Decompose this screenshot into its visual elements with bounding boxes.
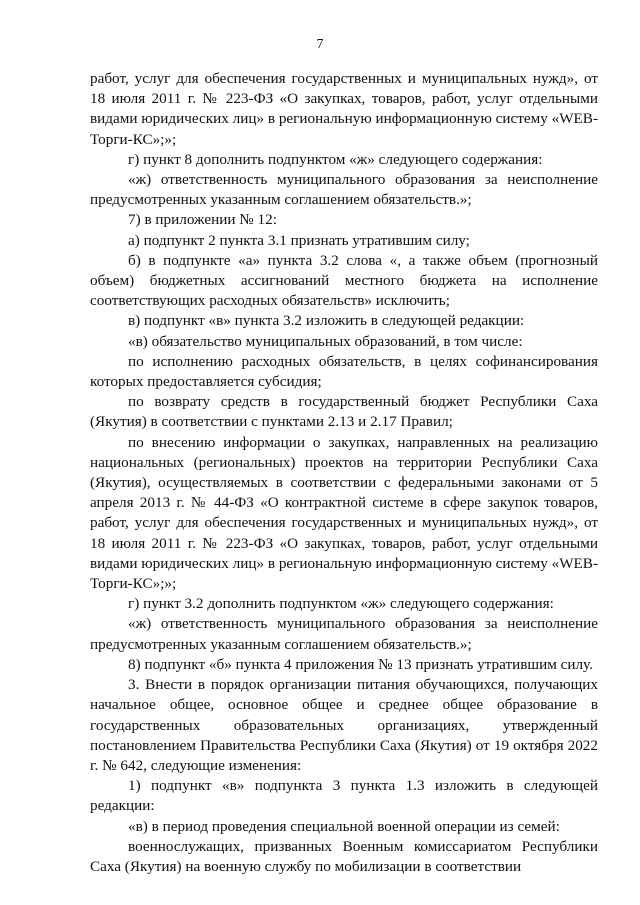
paragraph: 7) в приложении № 12: xyxy=(128,211,277,229)
paragraph: «в) обязательство муниципальных образований, в том числе: xyxy=(128,332,523,350)
paragraph: 3. Внести в порядок организации питания обучающихся, получающих начальное общее, основное общее и среднее общее образование в государственных образовательных организациях, утвержденный постановлением Правительства Республики Саха (Якутия) от 19 октября 2022 г. № 642, следующие изменения: xyxy=(90,676,598,774)
paragraph: «ж) ответственность муниципального образования за неисполнение предусмотренных указанным соглашением обязательств.»; xyxy=(90,171,598,209)
paragraph: в) подпункт «в» пункта 3.2 изложить в следующей редакции: xyxy=(128,312,525,330)
page-number: 7 xyxy=(316,36,324,51)
paragraph: б) в подпункте «а» пункта 3.2 слова «, а также объем (прогнозный объем) бюджетных ассигнований местного бюджета на исполнение соответствующих расходных обязательств» исключить; xyxy=(90,251,598,310)
document-body xyxy=(90,69,598,877)
paragraph: военнослужащих, призванных Военным комиссариатом Республики Саха (Якутия) на военную службу по мобилизации в соответствии xyxy=(90,837,598,875)
paragraph: г) пункт 3.2 дополнить подпунктом «ж» следующего содержания: xyxy=(128,595,554,613)
paragraph: работ, услуг для обеспечения государственных и муниципальных нужд», от 18 июля 2011 г. № 223-ФЗ «О закупках, товаров, работ, услуг отдельными видами юридических лиц» в региональную информационную систему «WEB-Торги-КС»;»; xyxy=(90,70,598,148)
paragraph: а) подпункт 2 пункта 3.1 признать утратившим силу; xyxy=(128,231,470,249)
paragraph: по возврату средств в государственный бюджет Республики Саха (Якутия) в соответствии с пунктами 2.13 и 2.17 Правил; xyxy=(90,393,598,431)
paragraph: г) пункт 8 дополнить подпунктом «ж» следующего содержания: xyxy=(128,150,543,168)
paragraph: «в) в период проведения специальной военной операции из семей: xyxy=(128,817,560,835)
paragraph: «ж) ответственность муниципального образования за неисполнение предусмотренных указанным соглашением обязательств.»; xyxy=(90,615,598,653)
paragraph: 1) подпункт «в» подпункта 3 пункта 1.3 изложить в следующей редакции: xyxy=(90,777,598,815)
paragraph: по исполнению расходных обязательств, в целях софинансирования которых предоставляется субсидия; xyxy=(90,352,598,391)
paragraph: 8) подпункт «б» пункта 4 приложения № 13 признать утратившим силу. xyxy=(128,655,593,673)
paragraph: по внесению информации о закупках, направленных на реализацию национальных (региональных) проектов на территории Республики Саха (Якутия), осуществляемых в соответствии с федеральными законами от 5 апреля 2013 г. № 44-ФЗ «О контрактной системе в сфере закупок товаров, работ, услуг для обеспечения государственных и муниципальных нужд», от 18 июля 2011 г. № 223-ФЗ «О закупках, товаров, работ, услуг отдельными видами юридических лиц» в региональную информационную систему «WEB-Торги-КС»;»; xyxy=(90,433,598,593)
